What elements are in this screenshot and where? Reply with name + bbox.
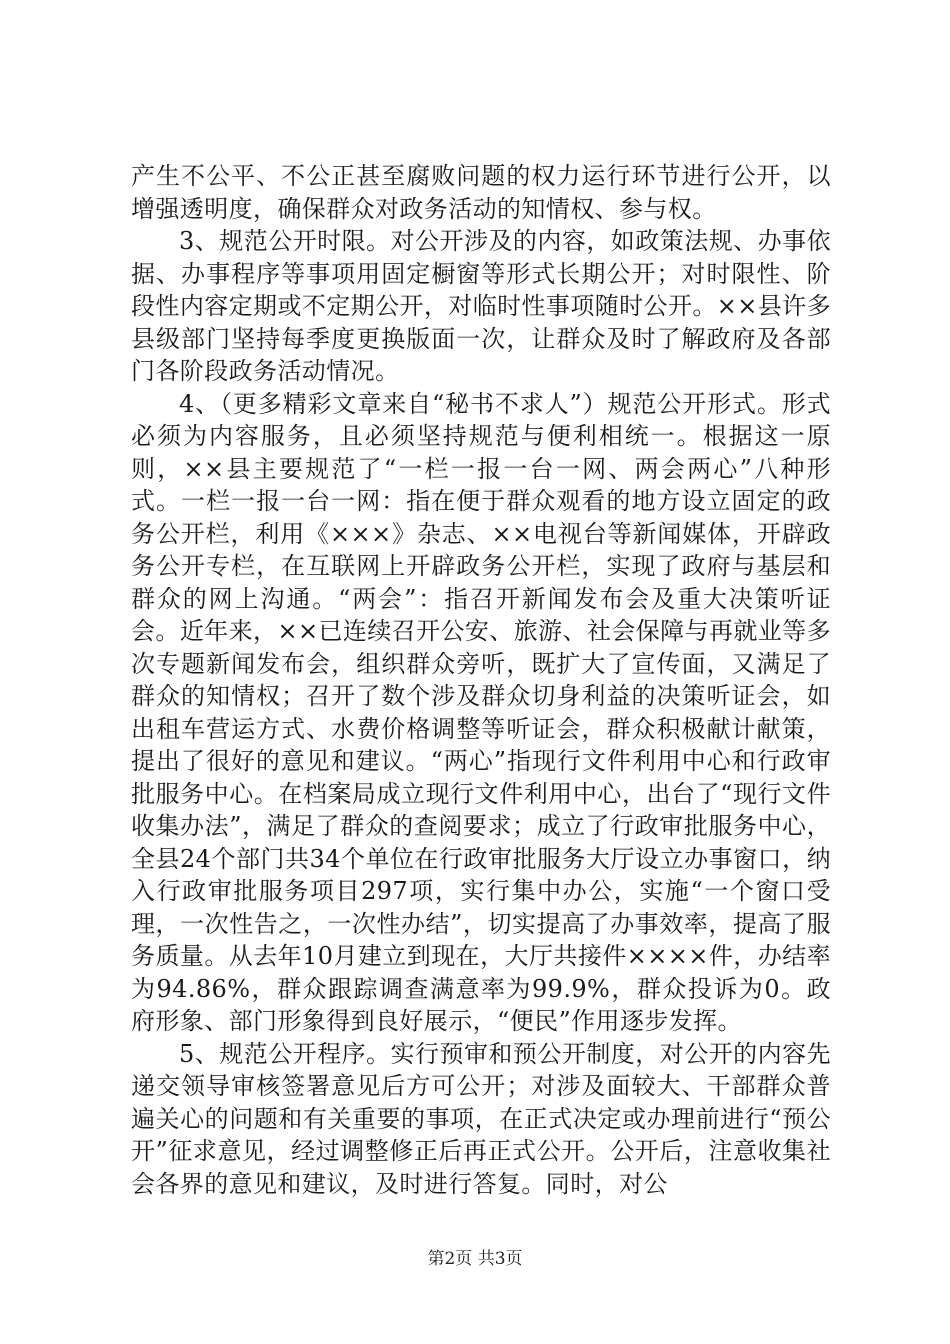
paragraph-item-4: 4、（更多精彩文章来自“秘书不求人”）规范公开形式。形式必须为内容服务，且必须坚持规范与便利相统一。根据这一原则，××县主要规范了“一栏一报一台一网、两会两心”八种形式。一栏一报一台一网：指在便于群众观看的地方设立固定的政务公开栏，利用《×××》杂志、××电视台等新闻媒体，开辟政务公开专栏，在互联网上开辟政务公开栏，实现了政府与基层和群众的网上沟通。“两会”：指召开新闻发布会及重大决策听证会。近年来，××已连续召开公安、旅游、社会保障与再就业等多次专题新闻发布会，组织群众旁听，既扩大了宣传面，又满足了群众的知情权；召开了数个涉及群众切身利益的决策听证会，如出租车营运方式、水费价格调整等听证会，群众积极献计献策，提出了很好的意见和建议。“两心”指现行文件利用中心和行政审批服务中心。在档案局成立现行文件利用中心，出台了“现行文件收集办法”，满足了群众的查阅要求；成立了行政审批服务中心，全县24个部门共34个单位在行政审批服务大厅设立办事窗口，纳入行政审批服务项目297项，实行集中办公，实施“一个窗口受理，一次性告之，一次性办结”，切实提高了办事效率，提高了服务质量。从去年10月建立到现在，大厅共接件××××件，办结率为94.86%，群众跟踪调查满意率为99.9%，群众投诉为0。政府形象、部门形象得到良好展示，“便民”作用逐步发挥。: [131, 389, 831, 1035]
page-number-footer: 第2页 共3页: [427, 1249, 523, 1269]
paragraph-continuation: 产生不公平、不公正甚至腐败问题的权力运行环节进行公开，以增强透明度，确保群众对政务活动的知情权、参与权。: [131, 162, 831, 223]
paragraph-item-5: 5、规范公开程序。实行预审和预公开制度，对公开的内容先递交领导审核签署意见后方可公开；对涉及面较大、干部群众普遍关心的问题和有关重要的事项，在正式决定或办理前进行“预公开”征求意见，经过调整修正后再正式公开。公开后，注意收集社会各界的意见和建议，及时进行答复。同时，对公: [131, 1039, 831, 1198]
paragraph-item-3: 3、规范公开时限。对公开涉及的内容，如政策法规、办事依据、办事程序等事项用固定橱窗等形式长期公开；对时限性、阶段性内容定期或不定期公开，对临时性事项随时公开。××县许多县级部门坚持每季度更换版面一次，让群众及时了解政府及各部门各阶段政务活动情况。: [131, 227, 831, 385]
document-body: [131, 160, 831, 1200]
